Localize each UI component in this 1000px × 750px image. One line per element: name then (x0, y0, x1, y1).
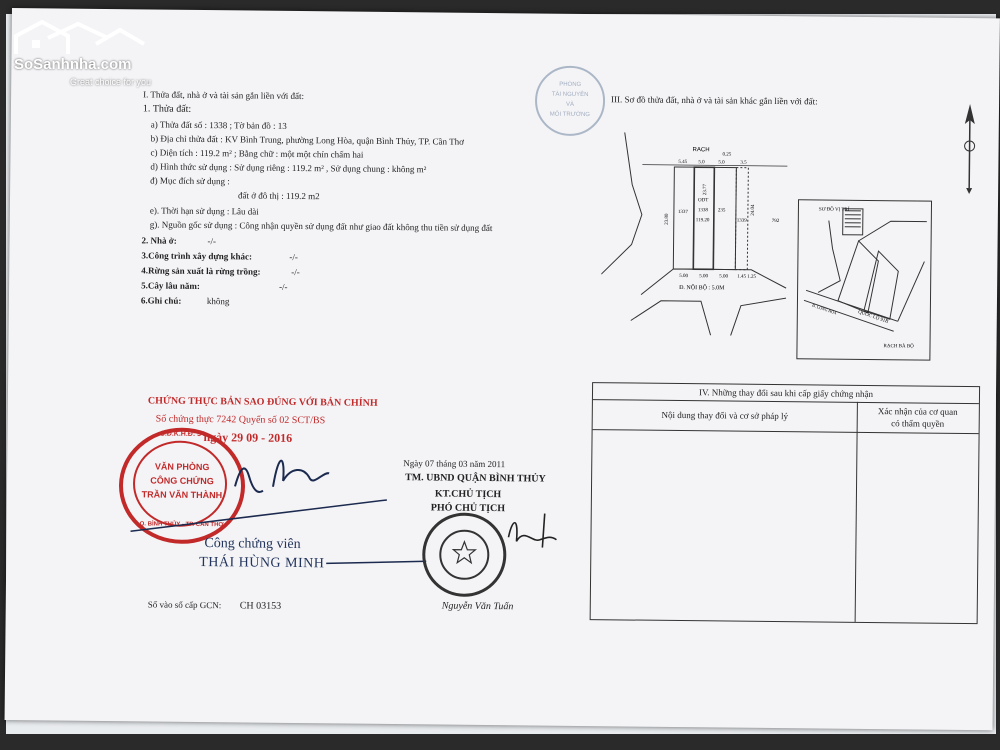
certified-copy-number: Số chứng thực 7242 Quyển số 02 SCT/BS (155, 413, 326, 427)
signing-date: Ngày 07 tháng 03 năm 2011 (403, 458, 506, 470)
lot-1337: 1337 (677, 209, 688, 216)
lot-1338-area: 119.20 (695, 218, 710, 224)
watermark-brand: SoSanhnha.com (14, 56, 132, 73)
resources-office-stamp: PHÒNG TÀI NGUYÊN VÀ MÔI TRƯỜNG (535, 65, 606, 136)
dim-side-3: 24.04 (750, 204, 756, 216)
usage-form: d) Hình thức sử dụng : Sử dụng riêng : 119.2 m² , Sử dụng chung : không m² (150, 161, 427, 175)
lot-use-code: ODT (697, 198, 709, 204)
perennial-label: 5.Cây lâu năm: (141, 280, 200, 291)
dim-top-4: 0.25 (722, 152, 732, 158)
lot-1338: 1338 (697, 208, 708, 214)
lot-235: 235 (717, 208, 726, 214)
parcel-heading: 1. Thửa đất: (142, 103, 192, 115)
mini-map-river: RẠCH BÀ BỘ (883, 344, 914, 350)
parcel-diagram (601, 124, 793, 336)
dim-bottom-3: 5.00 (719, 274, 728, 280)
dim-top-3: 5.0 (718, 160, 725, 166)
note-value: không (206, 296, 230, 307)
chairman-signature (502, 507, 563, 558)
parcel-number: a) Thửa đất số : 1338 ; Tờ bản đồ : 13 (150, 119, 287, 131)
north-arrow-icon (958, 104, 981, 194)
watermark-tagline: Great choice for you (70, 77, 152, 87)
house-value: -/- (207, 236, 217, 247)
dim-bottom-2: 5.00 (699, 274, 708, 280)
mini-map-road: QUỐC LỘ 91B (857, 310, 889, 325)
road-label: Đ. NỘI BỘ : 5.0M (679, 285, 725, 292)
notary-name: THÁI HÙNG MINH (199, 554, 325, 572)
location-mini-map (796, 199, 932, 360)
certified-copy-heading: CHỨNG THỰC BẢN SAO ĐÚNG VỚI BẢN CHÍNH (147, 395, 378, 409)
usage-purpose-value: đất ở đô thị : 119.2 m2 (237, 190, 320, 202)
parcel-address: b) Địa chỉ thửa đất : KV Bình Trung, phường Long Hòa, quận Bình Thủy, TP. Cần Thơ (150, 133, 464, 147)
changes-table-title: IV. Những thay đổi sau khi cấp giấy chứng nhận (593, 383, 979, 404)
lot-792: 792 (771, 218, 780, 225)
forest-value: -/- (291, 266, 300, 278)
land-certificate-page (5, 8, 1000, 730)
gcn-label: Số vào sổ cấp GCN: (147, 599, 222, 611)
dim-bottom-4: 1.45 (737, 274, 746, 280)
notary-office-seal: S.Đ.K.H.Đ: 34 VĂN PHÒNG CÔNG CHỨNG TRẦN VĂN THÀNH Q. BÌNH THỦY - TP. CẦN THƠ (118, 427, 245, 544)
gcn-value: CH 03153 (239, 600, 282, 612)
usage-term: e). Thời hạn sử dụng : Lâu dài (149, 205, 259, 217)
section-3-title: III. Sơ đồ thửa đất, nhà ở và tài sản khác gắn liền với đất: (611, 94, 818, 107)
signing-org: TM. UBND QUẬN BÌNH THỦY (405, 472, 546, 485)
house-logo-icon (8, 18, 148, 58)
certified-copy-date: ngày 29 09 - 2016 (203, 430, 293, 445)
notary-title: Công chứng viên (204, 536, 301, 553)
watermark-logo (8, 18, 158, 88)
signing-kt: KT.CHỦ TỊCH (434, 488, 502, 501)
forest-label: 4.Rừng sản xuất là rừng trồng: (141, 265, 261, 277)
usage-origin: g). Nguồn gốc sử dụng : Công nhận quyền sử dụng đất như giao đất không thu tiền sử dụng đất (149, 219, 493, 234)
dim-bottom-1: 5.00 (679, 274, 689, 280)
perennial-value: -/- (279, 281, 288, 292)
dim-side-1: 23.80 (664, 213, 670, 225)
river-label: RACH (692, 147, 710, 154)
parcel-area: c) Diện tích : 119.2 m² ; Bằng chữ : một một chín chấm hai (150, 147, 364, 160)
construction-value: -/- (289, 251, 298, 263)
house-label: 2. Nhà ở: (141, 235, 177, 246)
construction-label: 3.Công trình xây dựng khác: (141, 250, 253, 262)
mini-map-code: SƠ ĐỒ VỊ TRÍ (818, 207, 850, 213)
dim-top-5: 3.5 (740, 160, 747, 166)
dim-top-1: 5.45 (678, 159, 688, 166)
changes-table (590, 382, 980, 624)
authority-column-header: Xác nhận của cơ quan có thẩm quyền (857, 402, 979, 434)
mini-map-road2: Đ. LONG HÒA (811, 302, 838, 316)
district-seal (422, 512, 507, 597)
signer-name: Nguyễn Văn Tuấn (441, 600, 514, 613)
usage-purpose: đ) Mục đích sử dụng : (150, 175, 230, 187)
dim-top-2: 5.0 (698, 160, 705, 166)
changes-column (591, 399, 858, 622)
changes-column-header: Nội dung thay đổi và cơ sở pháp lý (593, 399, 857, 433)
lot-1339: 1339 (736, 218, 747, 224)
dim-side-2: 23.77 (703, 183, 709, 196)
notary-signature (233, 446, 334, 497)
authority-column (855, 402, 979, 623)
section-1-title: I. Thửa đất, nhà ở và tài sản gắn liền với đất: (143, 89, 305, 102)
dim-bottom-5: 1.25 (747, 274, 756, 280)
signing-role: PHÓ CHỦ TỊCH (430, 502, 506, 515)
note-label: 6.Ghi chú: (140, 295, 182, 306)
